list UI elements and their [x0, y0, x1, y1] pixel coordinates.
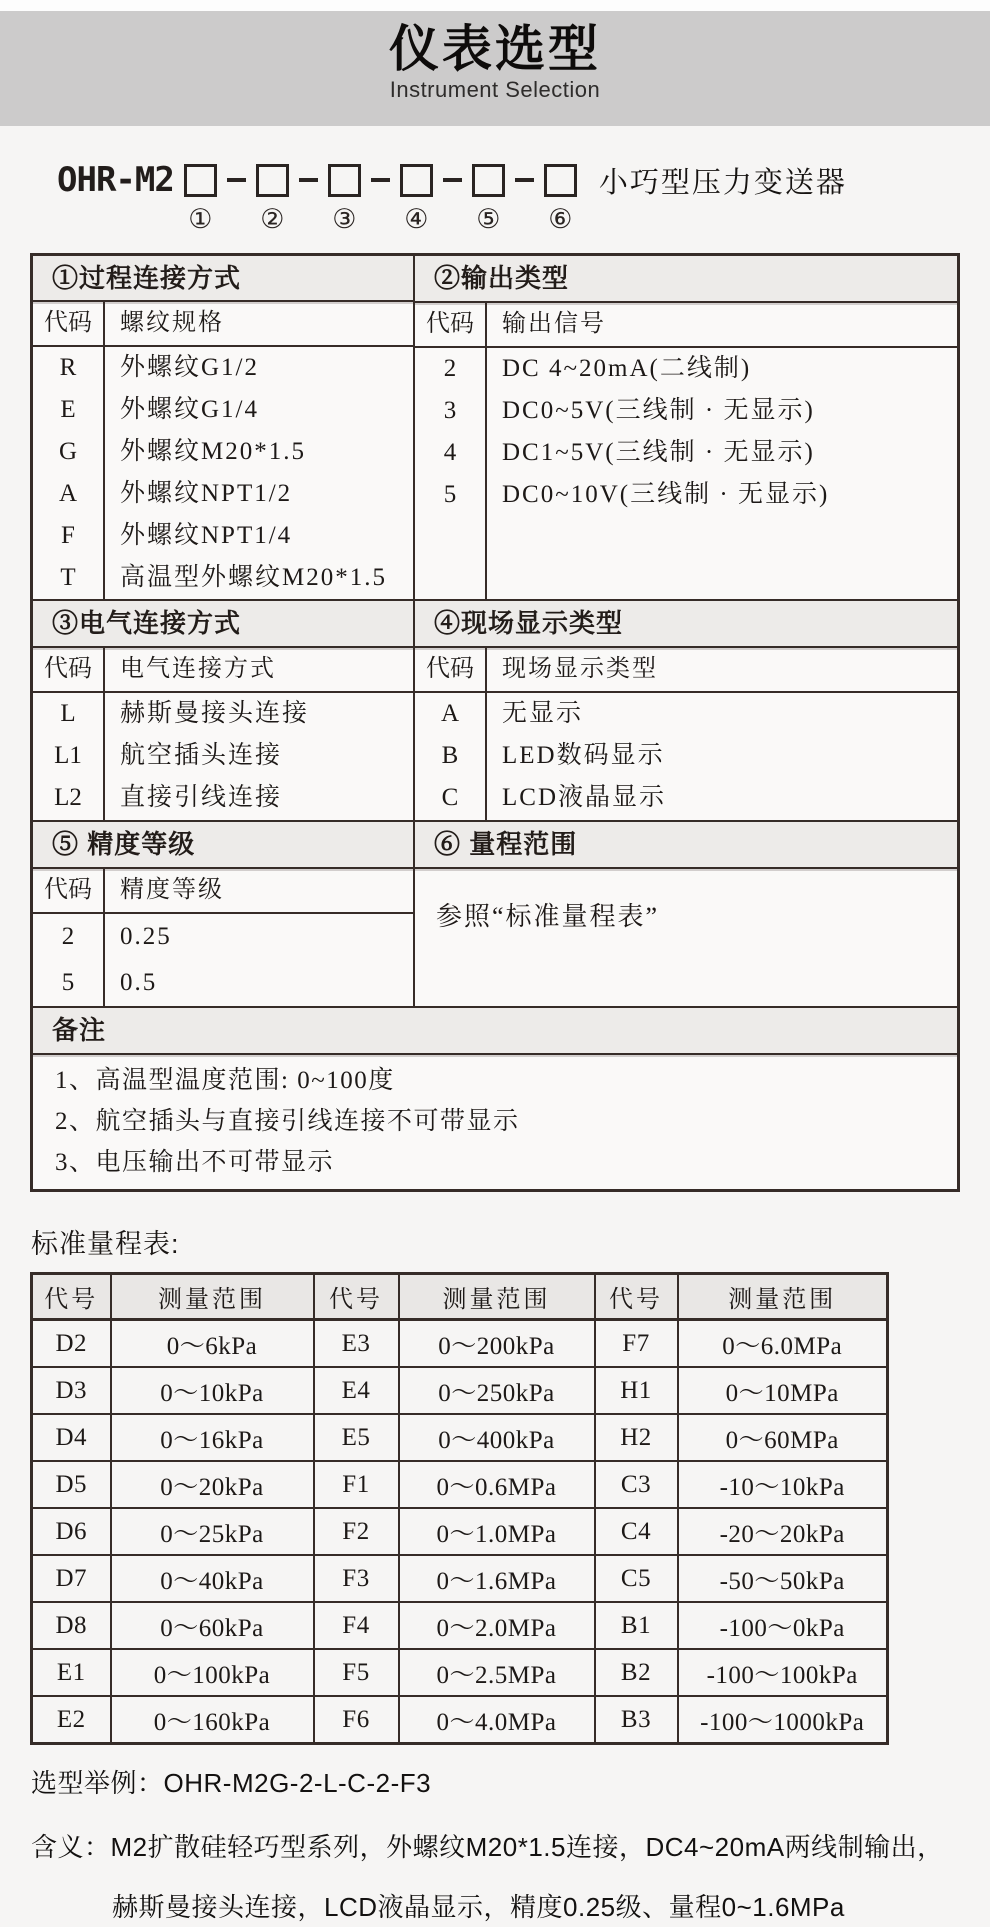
section-title: ②输出类型: [415, 256, 957, 303]
range-value: 0～2.0MPa: [399, 1602, 595, 1649]
range-code: H2: [595, 1414, 678, 1461]
range-code: E5: [314, 1414, 399, 1461]
section-electrical-connection: [33, 601, 415, 820]
desc-value: LED数码显示: [502, 742, 665, 769]
example-meaning-line-2: 赫斯曼接头连接，LCD液晶显示，精度0.25级、量程0~1.6MPa: [112, 1892, 845, 1922]
range-table-row: [32, 1602, 888, 1649]
desc-value: 外螺纹G1/4: [120, 396, 260, 423]
range-value: 0～0.6MPa: [399, 1461, 595, 1508]
range-code: E3: [314, 1320, 399, 1368]
desc-column-header: 现场显示类型: [502, 656, 658, 682]
section-body: [415, 348, 957, 599]
dash-separator: [227, 178, 246, 182]
section-accuracy: [33, 822, 415, 1006]
remark-item: 1、高温型温度范围: 0~100度: [55, 1067, 395, 1095]
range-code: E1: [32, 1649, 111, 1696]
code-value: 2: [443, 355, 457, 382]
range-value: 0～25kPa: [111, 1508, 314, 1555]
range-value: -20～20kPa: [678, 1508, 888, 1555]
code-column: [415, 693, 487, 820]
model-prefix: OHR-M2: [57, 160, 174, 200]
position-number-4: ④: [404, 203, 429, 234]
range-value: -50～50kPa: [678, 1555, 888, 1602]
range-value: 0～100kPa: [111, 1649, 314, 1696]
range-col-header: 代号: [32, 1274, 111, 1320]
range-value: -100～1000kPa: [678, 1696, 888, 1744]
range-code: B3: [595, 1696, 678, 1744]
code-value: L: [60, 700, 76, 727]
table-row-group-2: [33, 601, 957, 822]
range-value: 0～60MPa: [678, 1414, 888, 1461]
model-box-3: [328, 164, 361, 234]
range-code: F5: [314, 1649, 399, 1696]
position-number-3: ③: [332, 203, 357, 234]
desc-column-header: 电气连接方式: [120, 656, 276, 682]
section-body: [33, 347, 413, 599]
desc-value: DC1~5V(三线制 · 无显示): [502, 439, 815, 466]
range-value: 0～16kPa: [111, 1414, 314, 1461]
column-header-row: [415, 303, 957, 348]
range-value: 0～10kPa: [111, 1367, 314, 1414]
range-table-row: [32, 1508, 888, 1555]
code-column-header: 代码: [33, 302, 105, 345]
desc-column: [487, 693, 957, 820]
desc-value: 外螺纹G1/2: [120, 354, 260, 381]
dash-separator: [515, 178, 534, 182]
code-column-header: 代码: [33, 648, 105, 691]
desc-value: 0.5: [120, 969, 158, 997]
code-value: E: [60, 396, 76, 423]
range-code: D5: [32, 1461, 111, 1508]
desc-value: DC 4~20mA(二线制): [502, 355, 752, 382]
range-code: F3: [314, 1555, 399, 1602]
range-value: -10～10kPa: [678, 1461, 888, 1508]
section-body: [415, 693, 957, 820]
section-title: ①过程连接方式: [33, 256, 413, 302]
range-code: H1: [595, 1367, 678, 1414]
remarks-title: 备注: [33, 1008, 957, 1055]
range-table-label: 标准量程表:: [31, 1229, 180, 1259]
dash-separator: [371, 178, 390, 182]
range-value: 0～6.0MPa: [678, 1320, 888, 1368]
range-code: F1: [314, 1461, 399, 1508]
page-title: 仪表选型: [389, 21, 601, 77]
range-table-row: [32, 1414, 888, 1461]
range-code: C5: [595, 1555, 678, 1602]
range-code: E2: [32, 1696, 111, 1744]
desc-value: 外螺纹M20*1.5: [120, 438, 306, 465]
range-value: 0～6kPa: [111, 1320, 314, 1368]
range-table-row: [32, 1555, 888, 1602]
desc-value: 高温型外螺纹M20*1.5: [120, 564, 387, 591]
code-value: C: [441, 784, 459, 811]
range-value: 0～20kPa: [111, 1461, 314, 1508]
range-code: D6: [32, 1508, 111, 1555]
model-box-4: [400, 164, 433, 234]
selection-table: [30, 253, 960, 1192]
range-code: D8: [32, 1602, 111, 1649]
range-table-row: [32, 1461, 888, 1508]
code-value: G: [58, 438, 78, 465]
range-col-header: 代号: [595, 1274, 678, 1320]
range-value: 0～2.5MPa: [399, 1649, 595, 1696]
code-value: 2: [61, 923, 75, 951]
code-column-header: 代码: [415, 303, 487, 346]
desc-column: [105, 347, 413, 599]
range-value: 0～400kPa: [399, 1414, 595, 1461]
position-number-6: ⑥: [548, 203, 573, 234]
table-row-group-1: [33, 256, 957, 601]
desc-value: 0.25: [120, 923, 172, 951]
range-value: 0～40kPa: [111, 1555, 314, 1602]
section-title: ④现场显示类型: [415, 601, 957, 648]
code-value: T: [60, 564, 76, 591]
range-code: C3: [595, 1461, 678, 1508]
range-value: 0～1.6MPa: [399, 1555, 595, 1602]
section-output-type: [415, 256, 957, 599]
desc-value: 外螺纹NPT1/4: [120, 522, 293, 549]
code-value: L1: [54, 742, 82, 769]
range-table-header-row: [32, 1274, 888, 1320]
desc-column: [105, 914, 413, 1006]
position-number-2: ②: [260, 203, 285, 234]
dash-separator: [443, 178, 462, 182]
range-code: F4: [314, 1602, 399, 1649]
range-code: F7: [595, 1320, 678, 1368]
code-value: 5: [61, 969, 75, 997]
top-strip: [0, 0, 990, 11]
model-box-1: [184, 164, 217, 234]
range-col-header: 测量范围: [678, 1274, 888, 1320]
range-code: D2: [32, 1320, 111, 1368]
range-code: B1: [595, 1602, 678, 1649]
section-display-type: [415, 601, 957, 820]
range-table-row: [32, 1367, 888, 1414]
desc-value: DC0~5V(三线制 · 无显示): [502, 397, 815, 424]
range-table-row: [32, 1696, 888, 1744]
range-code: D4: [32, 1414, 111, 1461]
remarks-list: [33, 1055, 957, 1189]
desc-value: LCD液晶显示: [502, 784, 667, 811]
model-box-2: [256, 164, 289, 234]
code-value: A: [58, 480, 78, 507]
range-code: D3: [32, 1367, 111, 1414]
code-value: L2: [54, 784, 82, 811]
desc-column-header: 输出信号: [502, 311, 606, 337]
range-value: -100～0kPa: [678, 1602, 888, 1649]
desc-column: [105, 693, 413, 820]
range-code: F6: [314, 1696, 399, 1744]
code-column: [33, 914, 105, 1006]
page-subtitle: Instrument Selection: [389, 77, 601, 102]
column-header-row: [33, 648, 413, 693]
desc-column-header: 螺纹规格: [120, 310, 224, 337]
range-value: 0～10MPa: [678, 1367, 888, 1414]
range-code: C4: [595, 1508, 678, 1555]
column-header-row: [415, 648, 957, 693]
range-value: -100～100kPa: [678, 1649, 888, 1696]
desc-value: 赫斯曼接头连接: [120, 700, 310, 727]
range-code: D7: [32, 1555, 111, 1602]
desc-column-header: 精度等级: [120, 877, 224, 904]
remark-item: 3、电压输出不可带显示: [55, 1149, 335, 1177]
model-code-line: [57, 158, 847, 234]
range-col-header: 代号: [314, 1274, 399, 1320]
code-value: A: [440, 700, 460, 727]
range-col-header: 测量范围: [111, 1274, 314, 1320]
range-reference-note: 参照“标准量程表”: [436, 902, 660, 932]
section-title: ⑥ 量程范围: [415, 822, 957, 869]
page-banner: [0, 11, 990, 126]
desc-value: 直接引线连接: [120, 784, 283, 811]
range-value: 0～4.0MPa: [399, 1696, 595, 1744]
code-value: 5: [443, 481, 457, 508]
code-value: F: [61, 522, 75, 549]
model-box-6: [544, 164, 577, 234]
code-column: [33, 693, 105, 820]
range-code: E4: [314, 1367, 399, 1414]
range-value: 0～60kPa: [111, 1602, 314, 1649]
range-table-row: [32, 1649, 888, 1696]
section-process-connection: [33, 256, 415, 599]
section-title: ③电气连接方式: [33, 601, 413, 648]
model-box-5: [472, 164, 505, 234]
desc-column: [487, 348, 957, 599]
remark-item: 2、航空插头与直接引线连接不可带显示: [55, 1108, 520, 1136]
code-value: R: [59, 354, 77, 381]
range-col-header: 测量范围: [399, 1274, 595, 1320]
section-remarks: [33, 1008, 957, 1189]
example-meaning-line-1: 含义：M2扩散硅轻巧型系列，外螺纹M20*1.5连接，DC4~20mA两线制输出，: [31, 1832, 944, 1862]
range-value: 0～1.0MPa: [399, 1508, 595, 1555]
example-label: 选型举例：: [31, 1768, 164, 1798]
table-row-group-3: [33, 822, 957, 1008]
selection-example-line: [31, 1763, 431, 1800]
section-body: [33, 693, 413, 820]
range-value: 0～250kPa: [399, 1367, 595, 1414]
standard-range-table: [30, 1272, 889, 1745]
desc-value: 外螺纹NPT1/2: [120, 480, 293, 507]
range-value: 0～200kPa: [399, 1320, 595, 1368]
range-code: B2: [595, 1649, 678, 1696]
code-column-header: 代码: [33, 869, 105, 912]
model-suffix: 小巧型压力变送器: [598, 166, 847, 199]
code-value: 3: [443, 397, 457, 424]
section-title: ⑤ 精度等级: [33, 822, 413, 869]
desc-value: 航空插头连接: [120, 742, 283, 769]
position-number-1: ①: [188, 203, 213, 234]
code-column: [33, 347, 105, 599]
desc-value: DC0~10V(三线制 · 无显示): [502, 481, 830, 508]
section-body: [33, 914, 413, 1006]
range-value: 0～160kPa: [111, 1696, 314, 1744]
position-number-5: ⑤: [476, 203, 501, 234]
dash-separator: [299, 178, 318, 182]
column-header-row: [33, 302, 413, 347]
example-code: OHR-M2G-2-L-C-2-F3: [163, 1768, 432, 1798]
range-code: F2: [314, 1508, 399, 1555]
section-measuring-range: [415, 822, 957, 1006]
code-column-header: 代码: [415, 648, 487, 691]
code-value: B: [441, 742, 459, 769]
desc-value: 无显示: [502, 700, 584, 727]
code-value: 4: [443, 439, 457, 466]
column-header-row: [33, 869, 413, 914]
code-column: [415, 348, 487, 599]
range-table-row: [32, 1320, 888, 1368]
